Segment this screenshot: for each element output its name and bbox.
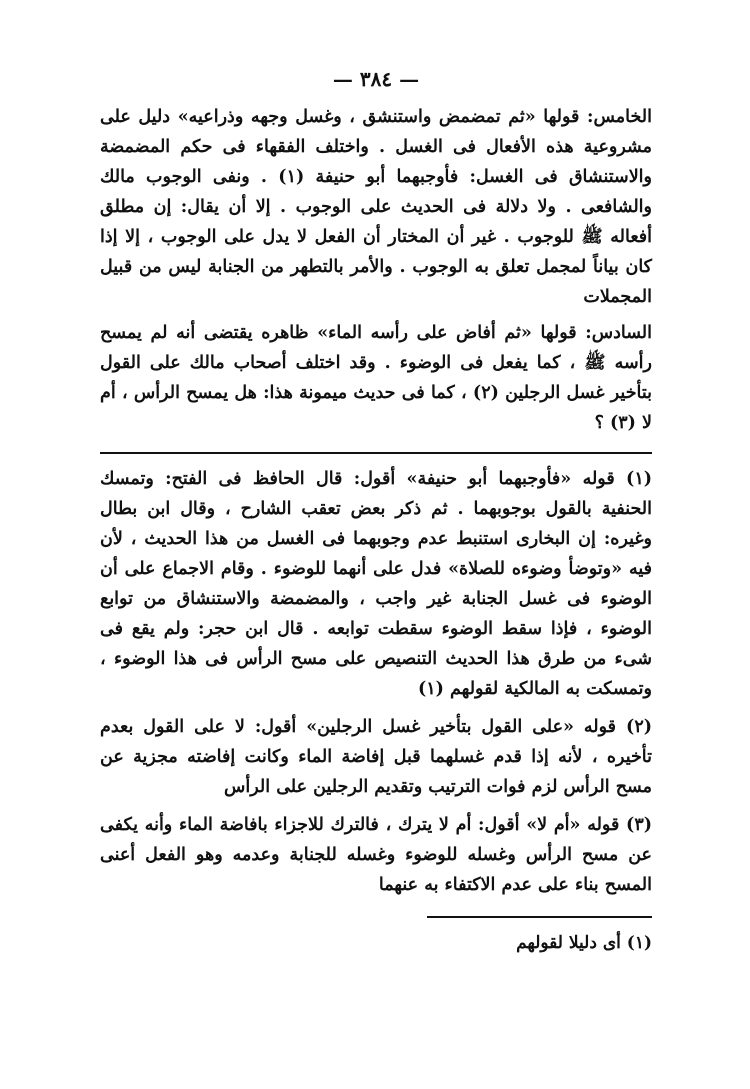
footnote-2: (٢) قوله «على القول بتأخير غسل الرجلين» أقول: لا على القول بعدم تأخيره ، لأنه إذا قدم غسلهما قبل إفاضة الماء وكانت إفاضته مجزية عن مسح الرأس لزم فوات الترتيب وتقديم الرجلين على الرأس — [100, 717, 652, 797]
footnotes — [100, 464, 652, 900]
paragraph-sixth: السادس: قولها «ثم أفاض على رأسه الماء» ظاهره يقتضى أنه لم يمسح رأسه ﷺ ، كما يفعل فى الوضوء . وقد اختلف أصحاب مالك على القول بتأخير غسل الرجلين (٢) ، كما فى حديث ميمونة هذا: هل يمسح الرأس ، أم لا (٣) ؟ — [100, 323, 652, 433]
footnote-1: (١) قوله «فأوجبهما أبو حنيفة» أقول: قال الحافظ فى الفتح: وتمسك الحنفية بالقول بوجوبهما . ثم ذكر بعض تعقب الشارح ، وقال ابن بطال وغيره: إن البخارى استنبط عدم وجوبهما فى الغسل من هذا الحديث ، لأن فيه «وتوضأ وضوءه للصلاة» فدل على أنهما للوضوء . وقام الاجماع على أن الوضوء فى غسل الجنابة غير واجب ، والمضمضة والاستنشاق من توابع الوضوء ، فإذا سقط الوضوء سقطت توابعه . قال ابن حجر: ولم يقع فى شىء من طرق هذا الحديث التنصيص على مسح الرأس فى هذا الوضوء ، وتمسكت به المالكية لقولهم (١) — [100, 469, 652, 699]
footnote-3: (٣) قوله «أم لا» أقول: أم لا يترك ، فالترك للاجزاء بافاضة الماء وأنه يكفى عن مسح الرأس وغسله للوضوء وغسله للجنابة وعدمه وهو الفعل أعنى المسح بناء على عدم الاكتفاء به عنهما — [100, 815, 652, 895]
footnote-divider — [100, 452, 652, 454]
sub-footnote-divider — [427, 916, 652, 918]
sub-footnote: (١) أى دليلا لقولهم — [516, 933, 652, 953]
page-number: — ٣٨٤ — — [332, 67, 420, 91]
main-text — [100, 102, 652, 438]
paragraph-fifth: الخامس: قولها «ثم تمضمض واستنشق ، وغسل وجهه وذراعيه» دليل على مشروعية هذه الأفعال فى الغسل . واختلف الفقهاء فى حكم المضمضة والاستنشاق فى الغسل: فأوجبهما أبو حنيفة (١) . ونفى الوجوب مالك والشافعى . ولا دلالة فى الحديث على الوجوب . إلا أن يقال: إن مطلق أفعاله ﷺ للوجوب . غير أن المختار أن الفعل لا يدل على الوجوب ، إلا إذا كان بياناً لمجمل تعلق به الوجوب . والأمر بالتطهر من الجنابة ليس من قبيل المجملات — [100, 107, 652, 307]
